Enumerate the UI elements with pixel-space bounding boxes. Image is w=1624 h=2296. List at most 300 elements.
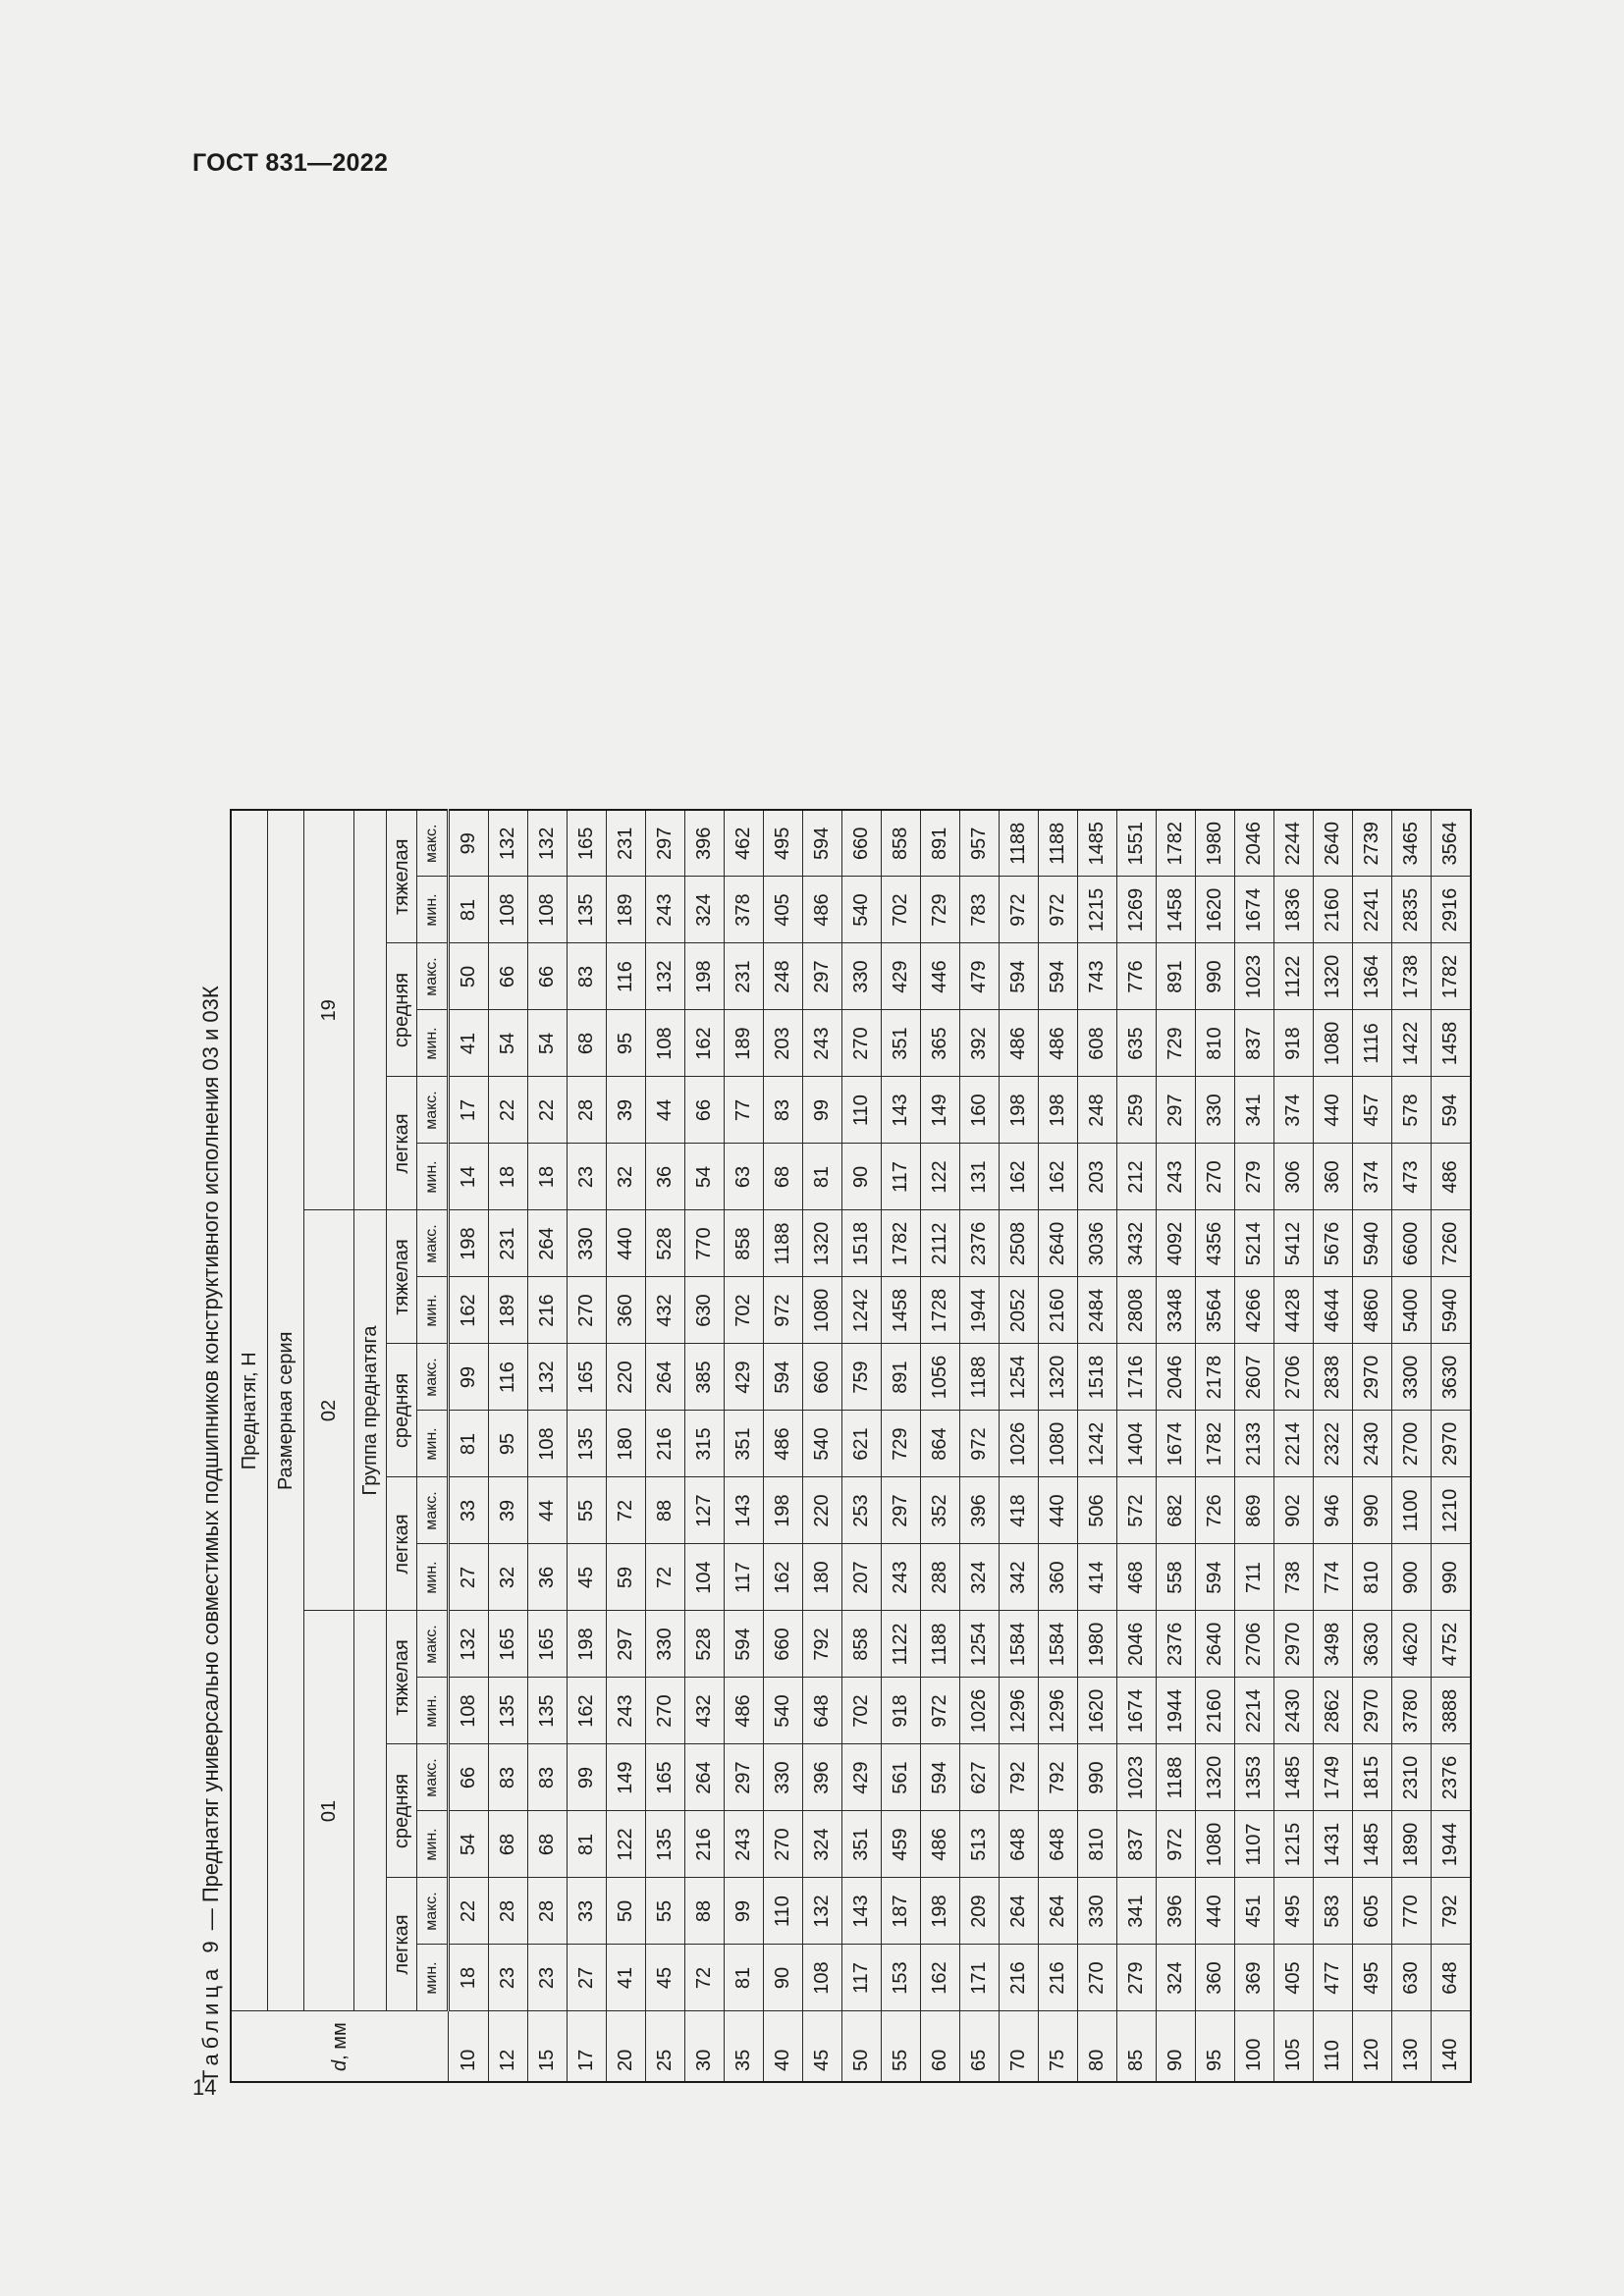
- preload-value-cell: 1080: [1314, 1010, 1353, 1077]
- preload-value-cell: 23: [568, 1144, 607, 1210]
- preload-value-cell: 270: [646, 1678, 685, 1744]
- preload-value-cell: 330: [1078, 1878, 1117, 1945]
- preload-value-cell: 2640: [1314, 810, 1353, 877]
- preload-value-cell: 1674: [1117, 1678, 1157, 1744]
- preload-value-cell: 135: [646, 1811, 685, 1878]
- bore-diameter-cell: 10: [449, 2011, 489, 2082]
- preload-value-cell: 352: [921, 1477, 960, 1544]
- preload-value-cell: 4266: [1235, 1277, 1274, 1344]
- preload-value-cell: 891: [882, 1344, 921, 1411]
- table-row: [528, 810, 568, 2082]
- preload-value-cell: 32: [607, 1144, 646, 1210]
- bore-diameter-cell: 15: [528, 2011, 568, 2082]
- preload-value-cell: 131: [960, 1144, 1000, 1210]
- preload-value-cell: 95: [489, 1411, 528, 1477]
- preload-value-cell: 972: [921, 1678, 960, 1744]
- bore-diameter-cell: 120: [1353, 2011, 1392, 2082]
- preload-value-cell: 22: [449, 1878, 489, 1945]
- table-row: [1274, 810, 1314, 2082]
- preload-value-cell: 198: [921, 1878, 960, 1945]
- preload-value-cell: 3780: [1392, 1678, 1432, 1744]
- preload-value-cell: 858: [842, 1611, 882, 1678]
- preload-value-cell: 88: [685, 1878, 725, 1945]
- preload-value-cell: 341: [1235, 1077, 1274, 1144]
- preload-value-cell: 1188: [1039, 810, 1078, 877]
- preload-value-cell: 36: [528, 1544, 568, 1611]
- preload-value-cell: 1188: [921, 1611, 960, 1678]
- preload-value-cell: 1320: [1314, 943, 1353, 1010]
- preload-value-cell: 1320: [1039, 1344, 1078, 1411]
- preload-value-cell: 324: [685, 877, 725, 943]
- preload-value-cell: 110: [842, 1077, 882, 1144]
- preload-value-cell: 891: [1157, 943, 1196, 1010]
- preload-value-cell: 54: [449, 1811, 489, 1878]
- preload-value-cell: 198: [568, 1611, 607, 1678]
- bore-diameter-cell: 105: [1274, 2011, 1314, 2082]
- preload-value-cell: 3630: [1353, 1611, 1392, 1678]
- preload-value-cell: 405: [1274, 1945, 1314, 2011]
- group-heavy: тяжелая: [387, 1210, 417, 1344]
- preload-value-cell: 627: [960, 1744, 1000, 1811]
- preload-value-cell: 365: [921, 1010, 960, 1077]
- preload-value-cell: 72: [685, 1945, 725, 2011]
- preload-value-cell: 66: [449, 1744, 489, 1811]
- preload-value-cell: 66: [528, 943, 568, 1010]
- preload-value-cell: 1716: [1117, 1344, 1157, 1411]
- preload-value-cell: 220: [607, 1344, 646, 1411]
- preload-value-cell: 1485: [1274, 1744, 1314, 1811]
- preload-value-cell: 351: [882, 1010, 921, 1077]
- table-row: [1078, 810, 1117, 2082]
- preload-value-cell: 770: [1392, 1878, 1432, 1945]
- preload-value-cell: 486: [764, 1411, 803, 1477]
- preload-value-cell: 414: [1078, 1544, 1117, 1611]
- preload-value-cell: 540: [764, 1678, 803, 1744]
- bore-diameter-cell: 50: [842, 2011, 882, 2082]
- preload-value-cell: 2484: [1078, 1277, 1117, 1344]
- table-row: [1432, 810, 1472, 2082]
- preload-value-cell: 132: [449, 1611, 489, 1678]
- preload-value-cell: 5400: [1392, 1277, 1432, 1344]
- bore-diameter-cell: 25: [646, 2011, 685, 2082]
- table-row: [921, 810, 960, 2082]
- preload-value-cell: 132: [646, 943, 685, 1010]
- preload-value-cell: 198: [1000, 1077, 1039, 1144]
- preload-value-cell: 1890: [1392, 1811, 1432, 1878]
- preload-value-cell: 1122: [882, 1611, 921, 1678]
- preload-value-cell: 1269: [1117, 877, 1157, 943]
- preload-value-cell: 446: [921, 943, 960, 1010]
- preload-value-cell: 594: [1039, 943, 1078, 1010]
- preload-value-cell: 116: [607, 943, 646, 1010]
- preload-value-cell: 605: [1353, 1878, 1392, 1945]
- preload-value-cell: 360: [1314, 1144, 1353, 1210]
- preload-value-cell: 1056: [921, 1344, 960, 1411]
- preload-value-cell: 486: [803, 877, 842, 943]
- preload-value-cell: 594: [1196, 1544, 1235, 1611]
- d-column-header: [231, 2011, 449, 2082]
- table-row: [607, 810, 646, 2082]
- bore-diameter-cell: 12: [489, 2011, 528, 2082]
- preload-value-cell: 99: [568, 1744, 607, 1811]
- preload-value-cell: 81: [803, 1144, 842, 1210]
- preload-value-cell: 28: [528, 1878, 568, 1945]
- preload-value-cell: 231: [725, 943, 764, 1010]
- preload-value-cell: 2862: [1314, 1678, 1353, 1744]
- preload-value-cell: 66: [489, 943, 528, 1010]
- preload-value-cell: 189: [489, 1277, 528, 1344]
- preload-value-cell: 83: [568, 943, 607, 1010]
- preload-value-cell: 243: [1157, 1144, 1196, 1210]
- preload-value-cell: 77: [725, 1077, 764, 1144]
- preload-value-cell: 1404: [1117, 1411, 1157, 1477]
- preload-value-cell: 41: [449, 1010, 489, 1077]
- preload-value-cell: 33: [449, 1477, 489, 1544]
- preload-value-cell: 264: [685, 1744, 725, 1811]
- preload-value-cell: 83: [489, 1744, 528, 1811]
- preload-value-cell: 1518: [842, 1210, 882, 1277]
- preload-value-cell: 122: [921, 1144, 960, 1210]
- preload-value-cell: 59: [607, 1544, 646, 1611]
- preload-value-cell: 132: [489, 810, 528, 877]
- bore-diameter-cell: 30: [685, 2011, 725, 2082]
- preload-value-cell: 324: [803, 1811, 842, 1878]
- preload-value-cell: 1458: [882, 1277, 921, 1344]
- preload-value-cell: 18: [489, 1144, 528, 1210]
- preload-value-cell: 774: [1314, 1544, 1353, 1611]
- preload-value-cell: 33: [568, 1878, 607, 1945]
- preload-value-cell: 306: [1274, 1144, 1314, 1210]
- preload-value-cell: 729: [921, 877, 960, 943]
- table-row: [725, 810, 764, 2082]
- preload-value-cell: 3498: [1314, 1611, 1353, 1678]
- preload-value-cell: 3630: [1432, 1344, 1472, 1411]
- max-label: макс.: [417, 810, 449, 877]
- preload-value-cell: 972: [1000, 877, 1039, 943]
- preload-value-cell: 216: [1039, 1945, 1078, 2011]
- preload-value-cell: 135: [489, 1678, 528, 1744]
- bore-diameter-cell: 20: [607, 2011, 646, 2082]
- rotated-table-block: [192, 807, 1469, 2083]
- series-02: 02: [304, 1210, 354, 1611]
- preload-value-cell: 17: [449, 1077, 489, 1144]
- preload-value-cell: 528: [646, 1210, 685, 1277]
- preload-value-cell: 2640: [1039, 1210, 1078, 1277]
- bore-diameter-cell: 45: [803, 2011, 842, 2082]
- preload-value-cell: 1080: [1039, 1411, 1078, 1477]
- preload-value-cell: 279: [1117, 1945, 1157, 2011]
- preload-value-cell: 160: [960, 1077, 1000, 1144]
- preload-value-cell: 264: [646, 1344, 685, 1411]
- preload-table: [230, 809, 1472, 2083]
- preload-value-cell: 83: [764, 1077, 803, 1144]
- preload-value-cell: 18: [528, 1144, 568, 1210]
- preload-value-cell: 561: [882, 1744, 921, 1811]
- preload-value-cell: 468: [1117, 1544, 1157, 1611]
- preload-value-cell: 14: [449, 1144, 489, 1210]
- preload-value-cell: 153: [882, 1945, 921, 2011]
- table-row: [803, 810, 842, 2082]
- preload-value-cell: 2970: [1274, 1611, 1314, 1678]
- caption-text: — Преднатяг универсально совместимых подшипников конструктивного исполнения 03 и 03К: [198, 986, 223, 1937]
- preload-value-cell: 162: [1000, 1144, 1039, 1210]
- preload-value-cell: 462: [725, 810, 764, 877]
- preload-value-cell: 351: [842, 1811, 882, 1878]
- preload-value-cell: 50: [449, 943, 489, 1010]
- preload-value-cell: 738: [1274, 1544, 1314, 1611]
- preload-value-cell: 88: [646, 1477, 685, 1544]
- preload-value-cell: 2430: [1274, 1678, 1314, 1744]
- preload-value-cell: 729: [882, 1411, 921, 1477]
- max-label: макс.: [417, 1077, 449, 1144]
- preload-value-cell: 110: [764, 1878, 803, 1945]
- preload-value-cell: 104: [685, 1544, 725, 1611]
- preload-value-cell: 648: [1039, 1811, 1078, 1878]
- preload-value-cell: 792: [803, 1611, 842, 1678]
- preload-value-cell: 1242: [842, 1277, 882, 1344]
- preload-value-cell: 578: [1392, 1077, 1432, 1144]
- preload-value-cell: 2160: [1196, 1678, 1235, 1744]
- preload-value-cell: 220: [803, 1477, 842, 1544]
- preload-value-cell: 429: [725, 1344, 764, 1411]
- preload-value-cell: 270: [1196, 1144, 1235, 1210]
- preload-value-cell: 143: [882, 1077, 921, 1144]
- preload-value-cell: 203: [1078, 1144, 1117, 1210]
- preload-value-cell: 165: [568, 810, 607, 877]
- preload-value-cell: 783: [960, 877, 1000, 943]
- preload-value-cell: 41: [607, 1945, 646, 2011]
- group-heavy: тяжелая: [387, 1611, 417, 1744]
- preload-value-cell: 149: [607, 1744, 646, 1811]
- preload-value-cell: 702: [882, 877, 921, 943]
- max-label: макс.: [417, 1477, 449, 1544]
- preload-value-cell: 45: [646, 1945, 685, 2011]
- preload-value-cell: 660: [764, 1611, 803, 1678]
- table-row: [1157, 810, 1196, 2082]
- preload-value-cell: 4620: [1392, 1611, 1432, 1678]
- preload-value-cell: 351: [725, 1411, 764, 1477]
- series-header: Размерная серия: [268, 810, 304, 2011]
- preload-value-cell: 1782: [1196, 1411, 1235, 1477]
- preload-value-cell: 459: [882, 1811, 921, 1878]
- preload-value-cell: 1944: [1157, 1678, 1196, 1744]
- preload-value-cell: 1188: [764, 1210, 803, 1277]
- preload-value-cell: 1353: [1235, 1744, 1274, 1811]
- preload-value-cell: 594: [1000, 943, 1039, 1010]
- preload-value-cell: 1584: [1039, 1611, 1078, 1678]
- preload-value-cell: 810: [1078, 1811, 1117, 1878]
- preload-header: Преднатяг, Н: [231, 810, 268, 2011]
- preload-value-cell: 1944: [1432, 1811, 1472, 1878]
- preload-value-cell: 132: [528, 810, 568, 877]
- preload-value-cell: 630: [1392, 1945, 1432, 2011]
- preload-value-cell: 1026: [1000, 1411, 1039, 1477]
- preload-value-cell: 2322: [1314, 1411, 1353, 1477]
- preload-value-cell: 135: [528, 1678, 568, 1744]
- min-label: мин.: [417, 1544, 449, 1611]
- preload-value-cell: 4428: [1274, 1277, 1314, 1344]
- preload-value-cell: 594: [921, 1744, 960, 1811]
- preload-value-cell: 2376: [960, 1210, 1000, 1277]
- preload-value-cell: 1620: [1196, 877, 1235, 943]
- preload-value-cell: 171: [960, 1945, 1000, 2011]
- preload-value-cell: 776: [1117, 943, 1157, 1010]
- preload-value-cell: 1485: [1078, 810, 1117, 877]
- table-row: [685, 810, 725, 2082]
- preload-value-cell: 330: [646, 1611, 685, 1678]
- preload-value-cell: 162: [685, 1010, 725, 1077]
- bore-diameter-cell: 65: [960, 2011, 1000, 2082]
- min-label: мин.: [417, 1277, 449, 1344]
- preload-value-cell: 72: [646, 1544, 685, 1611]
- preload-value-cell: 108: [528, 1411, 568, 1477]
- preload-value-cell: 1254: [1000, 1344, 1039, 1411]
- preload-value-cell: 99: [449, 810, 489, 877]
- preload-value-cell: 1458: [1432, 1010, 1472, 1077]
- preload-value-cell: 1738: [1392, 943, 1432, 1010]
- preload-value-cell: 1188: [1000, 810, 1039, 877]
- preload-value-cell: 711: [1235, 1544, 1274, 1611]
- preload-value-cell: 682: [1157, 1477, 1196, 1544]
- preload-value-cell: 54: [685, 1144, 725, 1210]
- preload-value-cell: 608: [1078, 1010, 1117, 1077]
- preload-value-cell: 1584: [1000, 1611, 1039, 1678]
- preload-value-cell: 869: [1235, 1477, 1274, 1544]
- group-medium: средняя: [387, 1744, 417, 1878]
- preload-value-cell: 702: [842, 1678, 882, 1744]
- preload-value-cell: 81: [725, 1945, 764, 2011]
- preload-value-cell: 486: [725, 1678, 764, 1744]
- preload-value-cell: 2241: [1353, 877, 1392, 943]
- preload-value-cell: 660: [803, 1344, 842, 1411]
- preload-value-cell: 108: [489, 877, 528, 943]
- preload-value-cell: 572: [1117, 1477, 1157, 1544]
- preload-value-cell: 44: [528, 1477, 568, 1544]
- preload-value-cell: 810: [1196, 1010, 1235, 1077]
- preload-value-cell: 432: [685, 1678, 725, 1744]
- preload-value-cell: 392: [960, 1010, 1000, 1077]
- preload-value-cell: 648: [1000, 1811, 1039, 1878]
- preload-value-cell: 297: [882, 1477, 921, 1544]
- preload-value-cell: 55: [646, 1878, 685, 1945]
- preload-value-cell: 243: [882, 1544, 921, 1611]
- preload-value-cell: 198: [1039, 1077, 1078, 1144]
- table-row: [1000, 810, 1039, 2082]
- preload-value-cell: 770: [685, 1210, 725, 1277]
- preload-value-cell: 418: [1000, 1477, 1039, 1544]
- series-19: 19: [304, 810, 354, 1210]
- preload-value-cell: 479: [960, 943, 1000, 1010]
- preload-value-cell: 513: [960, 1811, 1000, 1878]
- preload-value-cell: 55: [568, 1477, 607, 1544]
- preload-value-cell: 122: [607, 1811, 646, 1878]
- preload-value-cell: 594: [1432, 1077, 1472, 1144]
- bore-diameter-cell: 85: [1117, 2011, 1157, 2082]
- preload-value-cell: 2970: [1432, 1411, 1472, 1477]
- max-label: макс.: [417, 1878, 449, 1945]
- preload-value-cell: 946: [1314, 1477, 1353, 1544]
- preload-value-cell: 3564: [1432, 810, 1472, 877]
- preload-value-cell: 2607: [1235, 1344, 1274, 1411]
- preload-value-cell: 3465: [1392, 810, 1432, 877]
- bore-diameter-cell: 35: [725, 2011, 764, 2082]
- preload-value-cell: 918: [882, 1678, 921, 1744]
- preload-value-cell: 243: [607, 1678, 646, 1744]
- preload-value-cell: 495: [1274, 1878, 1314, 1945]
- preload-value-cell: 4644: [1314, 1277, 1353, 1344]
- preload-value-cell: 45: [568, 1544, 607, 1611]
- preload-value-cell: 231: [607, 810, 646, 877]
- preload-value-cell: 1254: [960, 1611, 1000, 1678]
- preload-value-cell: 891: [921, 810, 960, 877]
- preload-value-cell: 360: [1196, 1945, 1235, 2011]
- min-label: мин.: [417, 1811, 449, 1878]
- preload-value-cell: 360: [1039, 1544, 1078, 1611]
- table-row: [1392, 810, 1432, 2082]
- preload-value-cell: 2046: [1157, 1344, 1196, 1411]
- preload-value-cell: 440: [1196, 1878, 1235, 1945]
- preload-value-cell: 39: [607, 1077, 646, 1144]
- preload-value-cell: 2376: [1157, 1611, 1196, 1678]
- preload-value-cell: 198: [764, 1477, 803, 1544]
- preload-value-cell: 135: [568, 1411, 607, 1477]
- table-row: [1235, 810, 1274, 2082]
- preload-value-cell: 2214: [1235, 1678, 1274, 1744]
- preload-value-cell: 297: [607, 1611, 646, 1678]
- preload-value-cell: 248: [764, 943, 803, 1010]
- preload-value-cell: 330: [1196, 1077, 1235, 1144]
- preload-value-cell: 1320: [803, 1210, 842, 1277]
- preload-value-cell: 23: [528, 1945, 568, 2011]
- bore-diameter-cell: 130: [1392, 2011, 1432, 2082]
- bore-diameter-cell: 95: [1196, 2011, 1235, 2082]
- table-caption: [198, 986, 224, 2083]
- preload-value-cell: 330: [764, 1744, 803, 1811]
- preload-value-cell: 990: [1196, 943, 1235, 1010]
- preload-value-cell: 7260: [1432, 1210, 1472, 1277]
- preload-value-cell: 5676: [1314, 1210, 1353, 1277]
- preload-value-cell: 385: [685, 1344, 725, 1411]
- preload-value-cell: 117: [842, 1945, 882, 2011]
- preload-value-cell: 108: [646, 1010, 685, 1077]
- preload-value-cell: 486: [1432, 1144, 1472, 1210]
- preload-value-cell: 90: [764, 1945, 803, 2011]
- preload-value-cell: 6600: [1392, 1210, 1432, 1277]
- preload-value-cell: 486: [921, 1811, 960, 1878]
- preload-value-cell: 2046: [1235, 810, 1274, 877]
- preload-value-cell: 99: [449, 1344, 489, 1411]
- preload-value-cell: 259: [1117, 1077, 1157, 1144]
- preload-value-cell: 858: [725, 1210, 764, 1277]
- preload-value-cell: 1188: [1157, 1744, 1196, 1811]
- preload-value-cell: 1674: [1157, 1411, 1196, 1477]
- preload-value-cell: 1458: [1157, 877, 1196, 943]
- preload-value-cell: 729: [1157, 1010, 1196, 1077]
- preload-value-cell: 440: [607, 1210, 646, 1277]
- preload-value-cell: 216: [685, 1811, 725, 1878]
- preload-value-cell: 2916: [1432, 877, 1472, 943]
- preload-value-cell: 369: [1235, 1945, 1274, 2011]
- preload-value-cell: 264: [1039, 1878, 1078, 1945]
- preload-value-cell: 558: [1157, 1544, 1196, 1611]
- preload-value-cell: 23: [489, 1945, 528, 2011]
- preload-value-cell: 1023: [1117, 1744, 1157, 1811]
- bore-diameter-cell: 75: [1039, 2011, 1078, 2082]
- preload-value-cell: 2178: [1196, 1344, 1235, 1411]
- preload-value-cell: 990: [1432, 1544, 1472, 1611]
- preload-value-cell: 324: [960, 1544, 1000, 1611]
- bore-diameter-cell: 100: [1235, 2011, 1274, 2082]
